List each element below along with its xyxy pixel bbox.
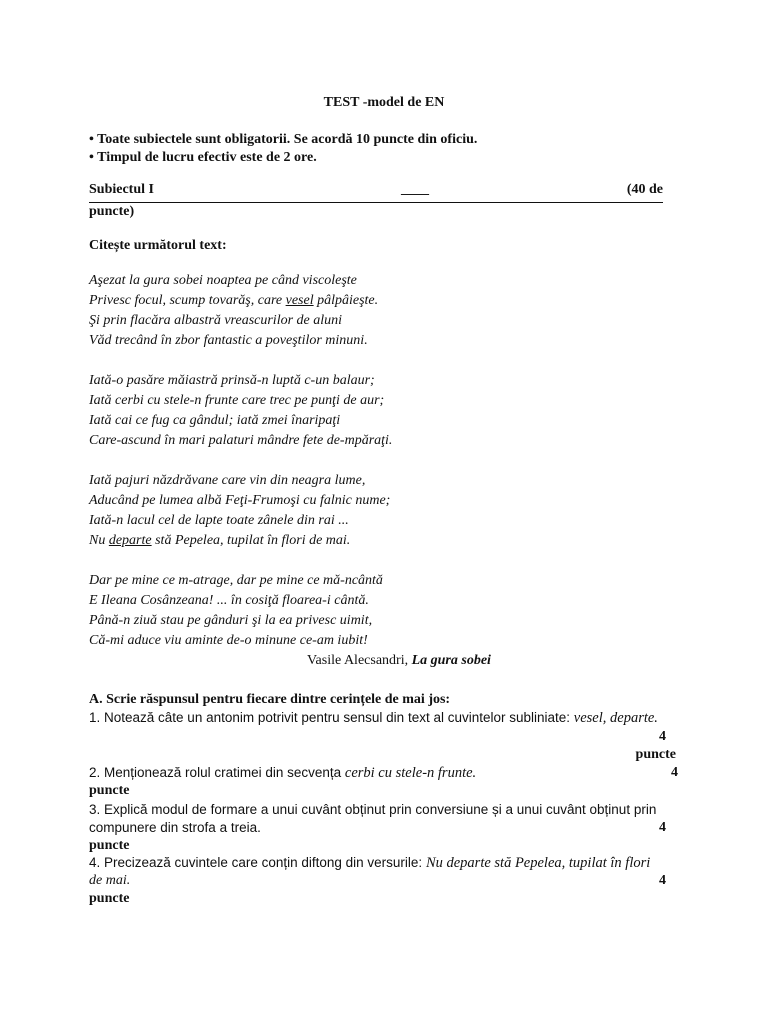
- q4-points-num: 4: [659, 873, 666, 888]
- question-3-line-1: 3. Explică modul de formare a unui cuvânt obținut prin conversiune și a unui cuvânt obținut prin: [89, 802, 657, 817]
- question-4-line-1: 4. Precizează cuvintele care conțin diftong din versurile: Nu departe stă Pepelea, tupilat în flori: [89, 855, 651, 871]
- subject-name: Subiectul I: [89, 182, 154, 197]
- poem-author: Vasile Alecsandri,: [307, 653, 412, 668]
- q2-points-word: puncte: [89, 783, 130, 798]
- poem-line: Până-n ziuă stau pe gânduri şi la ea privesc uimit,: [89, 613, 373, 628]
- poem-work-title: La gura sobei: [411, 653, 491, 668]
- rule-2: • Timpul de lucru efectiv este de 2 ore.: [89, 150, 317, 165]
- poem-line: Aşezat la gura sobei noaptea pe când viscoleşte: [89, 273, 357, 288]
- question-1: 1. Notează câte un antonim potrivit pentru sensul din text al cuvintelor subliniate: vesel, departe.: [89, 710, 658, 726]
- poem-line: Privesc focul, scump tovarăş, care vesel pâlpâieşte.: [89, 293, 379, 308]
- q3-points-num: 4: [659, 820, 666, 835]
- question-3-line-2: compunere din strofa a treia.: [89, 820, 261, 835]
- section-a-heading: A. Scrie răspunsul pentru fiecare dintre cerințele de mai jos:: [89, 692, 451, 707]
- subject-points-cont: puncte): [89, 204, 135, 219]
- poem-line: Iată pajuri năzdrăvane care vin din neagra lume,: [89, 473, 366, 488]
- poem-line: Iată-o pasăre măiastră prinsă-n luptă c-un balaur;: [89, 373, 375, 388]
- document-title: TEST -model de EN: [323, 95, 445, 110]
- poem-line: Iată cai ce fug ca gândul; iată zmei înaripaţi: [89, 413, 341, 428]
- reading-instruction: Citește următorul text:: [89, 238, 227, 253]
- question-4-line-2: de mai.: [89, 873, 131, 888]
- poem-line: E Ileana Cosânzeana! ... în cosiţă floarea-i cântă.: [89, 593, 369, 608]
- q1-points-word: puncte: [635, 747, 676, 762]
- poem-line: Iată-n lacul cel de lapte toate zânele din rai ...: [89, 513, 349, 528]
- underlined-word-departe: departe: [108, 533, 152, 548]
- question-2: 2. Menționează rolul cratimei din secvența cerbi cu stele-n frunte.: [89, 765, 477, 781]
- poem-line: Aducând pe lumea albă Feţi-Frumoşi cu falnic nume;: [89, 493, 391, 508]
- q3-points-word: puncte: [89, 838, 130, 853]
- subject-heading-row: [89, 182, 663, 203]
- q1-points-num: 4: [659, 729, 666, 744]
- q2-points-num: 4: [671, 765, 678, 780]
- poem-line: Şi prin flacăra albastră vreascurilor de aluni: [89, 313, 343, 328]
- poem-line: Văd trecând în zbor fantastic a poveştilor minuni.: [89, 333, 368, 348]
- q4-points-word: puncte: [89, 891, 130, 906]
- poem-line: Că-mi aduce viu aminte de-o minune ce-am iubit!: [89, 633, 368, 648]
- rule-1: • Toate subiectele sunt obligatorii. Se acordă 10 puncte din oficiu.: [89, 132, 478, 147]
- poem-line: Nu departe stă Pepelea, tupilat în flori de mai.: [89, 533, 351, 548]
- poem-line: Dar pe mine ce m-atrage, dar pe mine ce mă-ncântă: [89, 573, 383, 588]
- subject-blank: ____: [401, 182, 429, 197]
- underlined-word-vesel: vesel: [285, 293, 314, 308]
- poem-line: Iată cerbi cu stele-n frunte care trec pe punţi de aur;: [89, 393, 385, 408]
- poem-attribution: [307, 651, 491, 671]
- subject-points: (40 de: [626, 182, 663, 197]
- poem-line: Care-ascund în mari palaturi mândre fete de-mpăraţi.: [89, 433, 393, 448]
